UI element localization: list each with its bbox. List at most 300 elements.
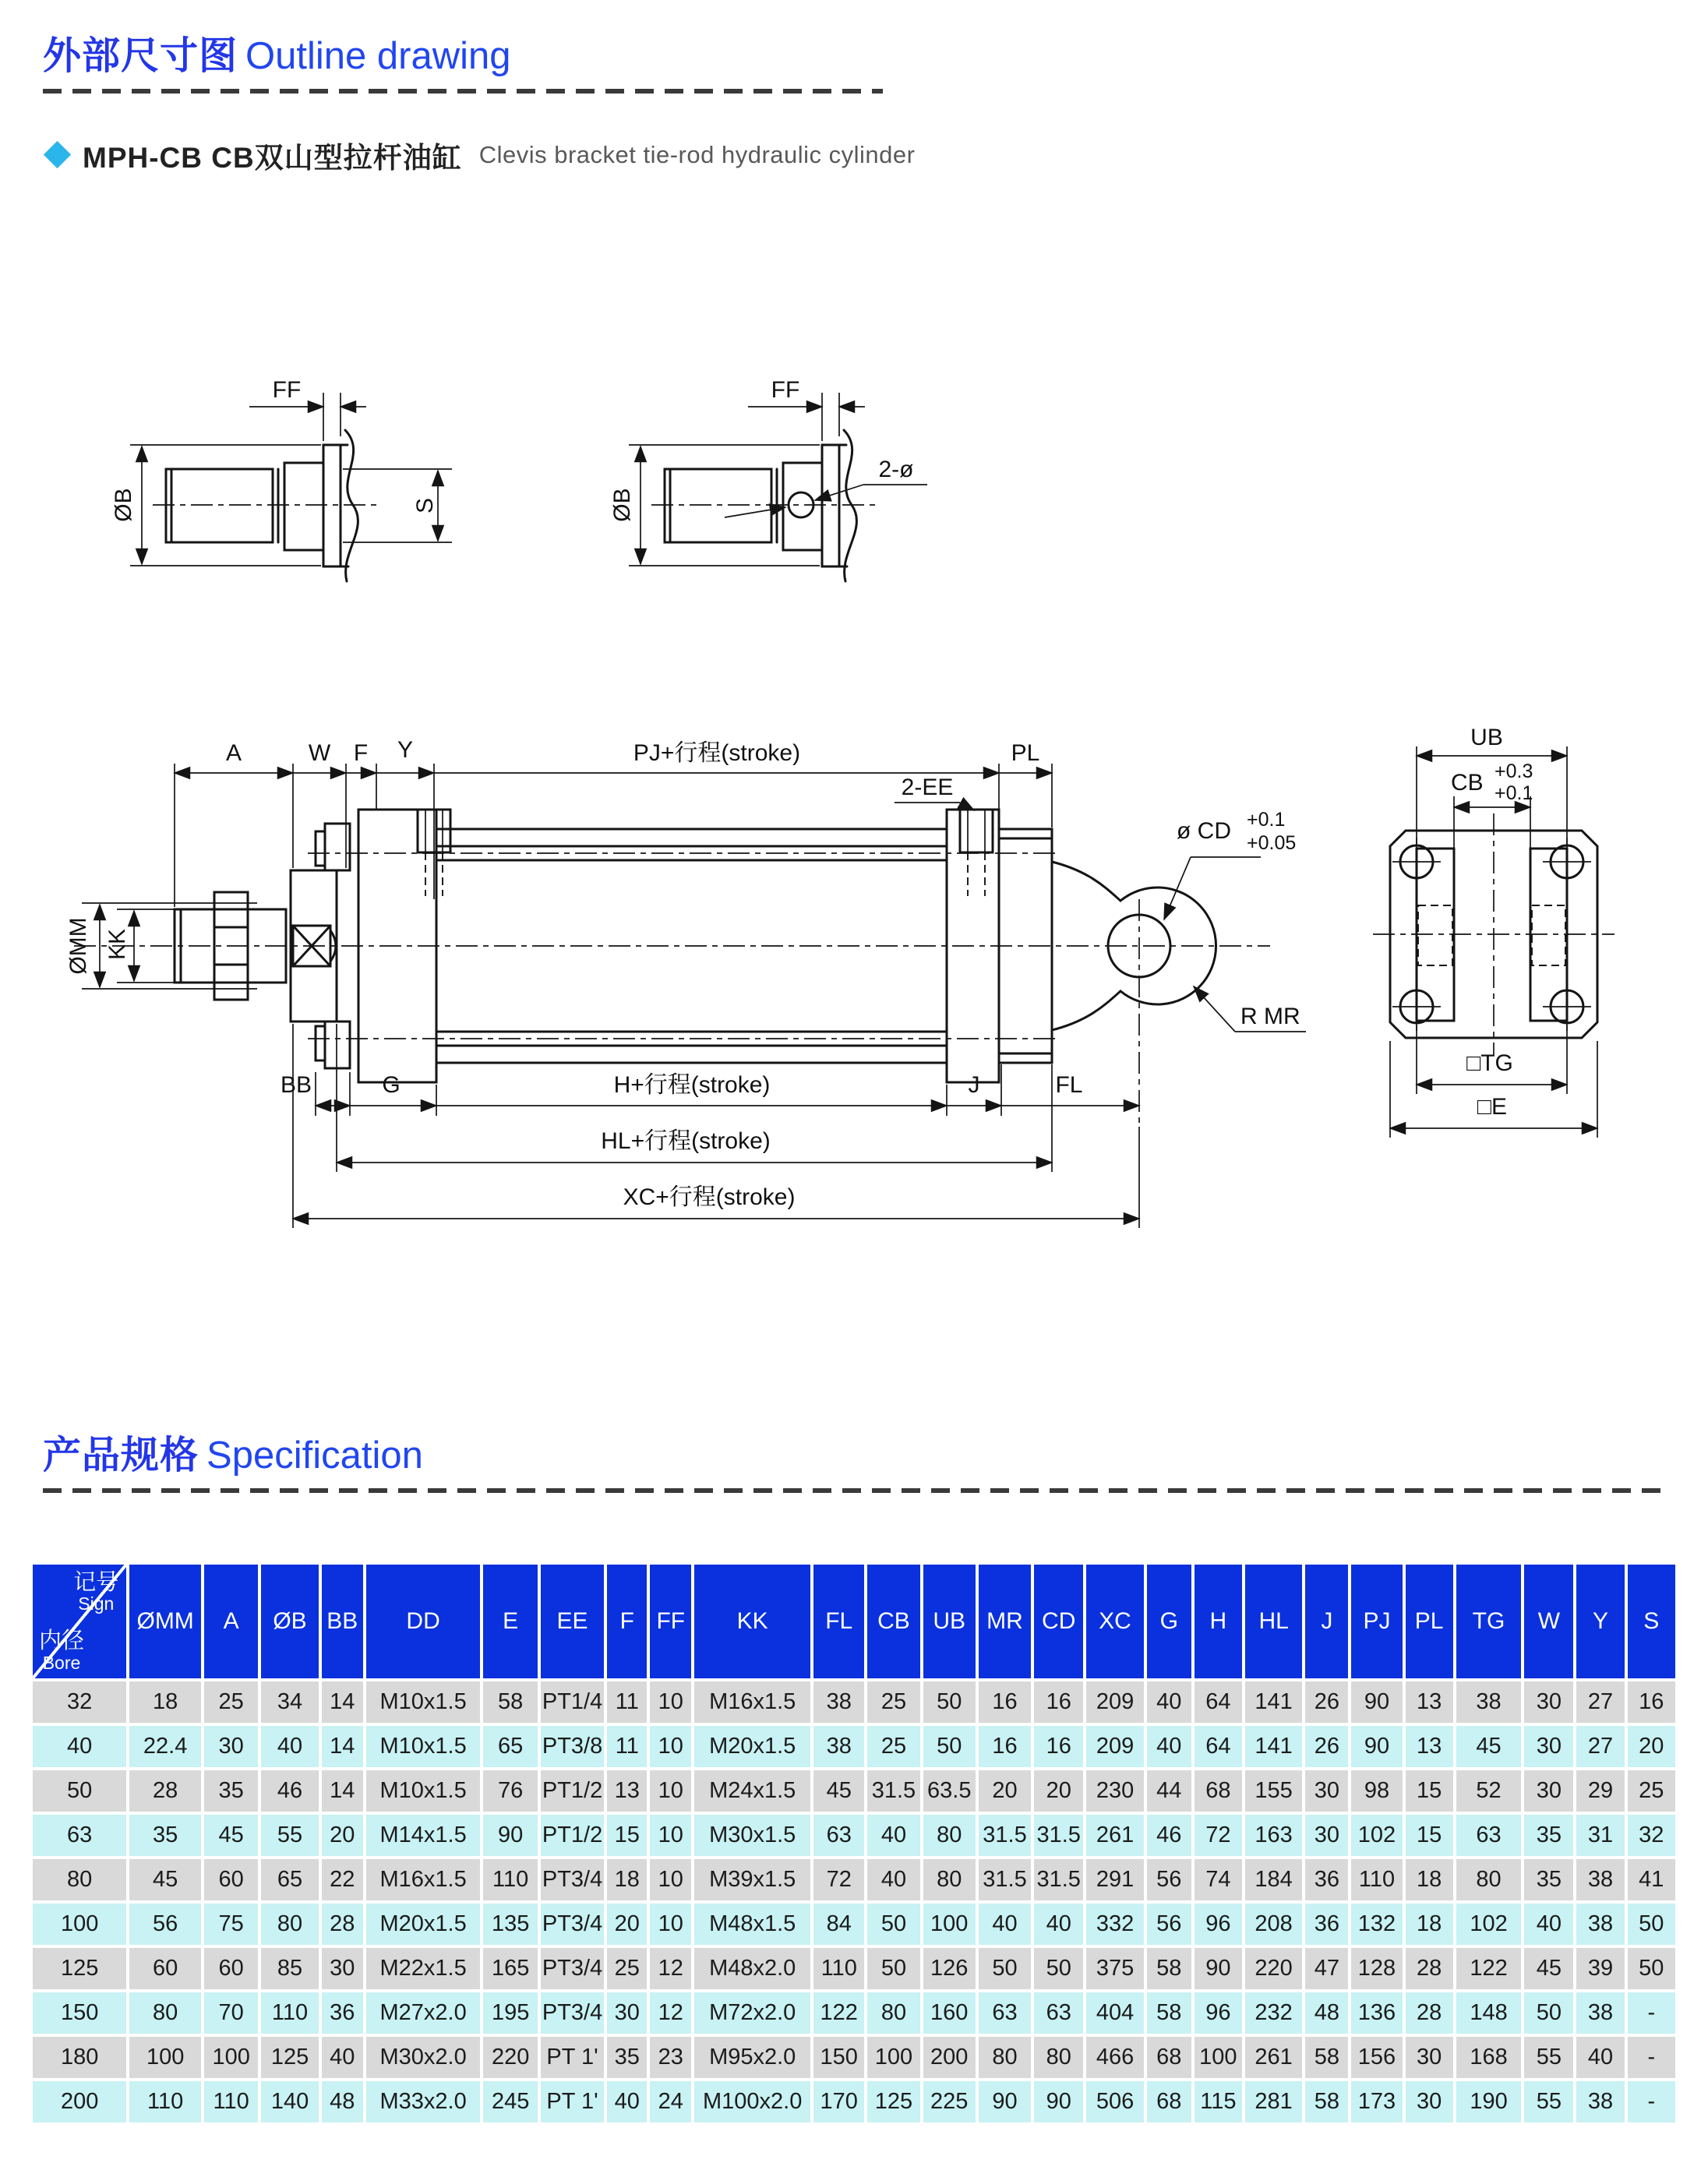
dim-label-xc: XC+行程(stroke) xyxy=(623,1184,796,1210)
value-cell: 110 xyxy=(129,2081,201,2122)
value-cell: 110 xyxy=(1351,1859,1402,1900)
value-cell: 35 xyxy=(204,1770,258,1812)
value-cell: 58 xyxy=(1147,1948,1191,1989)
value-cell: 85 xyxy=(261,1948,318,1989)
value-cell: 10 xyxy=(650,1815,691,1856)
value-cell: 90 xyxy=(1034,2081,1083,2122)
value-cell: M10x1.5 xyxy=(366,1681,481,1723)
value-cell: 84 xyxy=(813,1904,864,1945)
column-header: HL xyxy=(1245,1565,1302,1678)
value-cell: 40 xyxy=(607,2081,647,2122)
outline-drawing xyxy=(0,198,1708,1413)
dim-label-w: W xyxy=(308,740,331,766)
column-header: UB xyxy=(923,1565,976,1678)
value-cell: 58 xyxy=(1305,2081,1348,2122)
value-cell: 56 xyxy=(1147,1859,1191,1900)
table-corner-cell xyxy=(33,1565,126,1678)
value-cell: 208 xyxy=(1245,1904,1302,1945)
value-cell: 56 xyxy=(129,1904,201,1945)
value-cell: 60 xyxy=(204,1948,258,1989)
column-header: E xyxy=(483,1565,537,1678)
value-cell: 47 xyxy=(1305,1948,1348,1989)
value-cell: 24 xyxy=(650,2081,691,2122)
value-cell: 10 xyxy=(650,1859,691,1900)
value-cell: 466 xyxy=(1086,2037,1143,2078)
value-cell: PT3/4 xyxy=(541,1904,605,1945)
value-cell: 13 xyxy=(1406,1681,1453,1723)
value-cell: 90 xyxy=(1351,1681,1402,1723)
product-name-zh: MPH-CB CB双山型拉杆油缸 xyxy=(83,141,462,174)
dim-label-rmr: R MR xyxy=(1240,1004,1300,1029)
value-cell: 35 xyxy=(1524,1815,1573,1856)
column-header: J xyxy=(1305,1565,1348,1678)
spec-section-header xyxy=(0,1413,1708,1552)
value-cell: 40 xyxy=(261,1726,318,1767)
corner-bore-zh: 内径 xyxy=(39,1628,85,1654)
specification-table xyxy=(30,1561,1678,2126)
value-cell: M16x1.5 xyxy=(694,1681,810,1723)
dim-label-y: Y xyxy=(397,737,414,763)
page-title xyxy=(43,36,1708,78)
value-cell: 36 xyxy=(322,1992,363,2034)
value-cell: 30 xyxy=(204,1726,258,1767)
value-cell: M30x1.5 xyxy=(694,1815,810,1856)
value-cell: 74 xyxy=(1195,1859,1242,1900)
column-header: A xyxy=(204,1565,258,1678)
value-cell: 136 xyxy=(1351,1992,1402,2034)
value-cell: 232 xyxy=(1245,1992,1302,2034)
value-cell: 58 xyxy=(1305,2037,1348,2078)
outline-title-en: Outline drawing xyxy=(245,35,511,77)
value-cell: 29 xyxy=(1576,1770,1624,1812)
value-cell: 16 xyxy=(979,1681,1031,1723)
value-cell: 80 xyxy=(129,1992,201,2034)
value-cell: 45 xyxy=(1456,1726,1522,1767)
value-cell: 20 xyxy=(979,1770,1031,1812)
value-cell: 20 xyxy=(1034,1770,1083,1812)
value-cell: 28 xyxy=(1406,1992,1453,2034)
table-row xyxy=(33,1815,1675,1856)
dim-label-tg: □TG xyxy=(1466,1050,1513,1076)
value-cell: 36 xyxy=(1305,1859,1348,1900)
value-cell: 32 xyxy=(1628,1815,1675,1856)
value-cell: M27x2.0 xyxy=(366,1992,481,2034)
value-cell: 14 xyxy=(322,1681,363,1723)
value-cell: 15 xyxy=(1406,1815,1453,1856)
product-name-en: Clevis bracket tie-rod hydraulic cylinder xyxy=(478,140,916,168)
bore-cell: 150 xyxy=(33,1992,126,2034)
value-cell: 25 xyxy=(867,1681,919,1723)
column-header: S xyxy=(1628,1565,1675,1678)
value-cell: 80 xyxy=(979,2037,1031,2078)
value-cell: 40 xyxy=(1576,2037,1624,2078)
value-cell: 30 xyxy=(1406,2037,1453,2078)
value-cell: 40 xyxy=(1147,1726,1191,1767)
column-header: PJ xyxy=(1351,1565,1402,1678)
value-cell: 20 xyxy=(322,1815,363,1856)
value-cell: 26 xyxy=(1305,1681,1348,1723)
value-cell: 10 xyxy=(650,1904,691,1945)
rod-end-detail-left xyxy=(111,377,452,581)
value-cell: - xyxy=(1628,1992,1675,2034)
table-row xyxy=(33,1992,1675,2034)
dim-label-f: F xyxy=(353,740,369,766)
value-cell: 18 xyxy=(1406,1859,1453,1900)
value-cell: 190 xyxy=(1456,2081,1522,2122)
corner-sign-zh: 记号 xyxy=(73,1570,119,1595)
value-cell: PT3/4 xyxy=(541,1859,605,1900)
value-cell: 22 xyxy=(322,1859,363,1900)
value-cell: 110 xyxy=(483,1859,537,1900)
rod-end-detail-right xyxy=(609,377,927,581)
value-cell: 50 xyxy=(867,1904,919,1945)
value-cell: 70 xyxy=(204,1992,258,2034)
value-cell: 141 xyxy=(1245,1681,1302,1723)
dim-label-cd: ø CD xyxy=(1177,818,1231,844)
value-cell: 90 xyxy=(1195,1948,1242,1989)
dim-label-cd-upper: +0.1 xyxy=(1247,809,1286,831)
value-cell: 98 xyxy=(1351,1770,1402,1812)
dim-label-g: G xyxy=(382,1072,401,1098)
value-cell: 80 xyxy=(261,1904,318,1945)
dim-label-pl: PL xyxy=(1011,740,1040,766)
value-cell: 63 xyxy=(1456,1815,1522,1856)
value-cell: M39x1.5 xyxy=(694,1859,810,1900)
value-cell: 100 xyxy=(204,2037,258,2078)
value-cell: 80 xyxy=(1456,1859,1522,1900)
value-cell: 80 xyxy=(1034,2037,1083,2078)
bore-cell: 100 xyxy=(33,1904,126,1945)
value-cell: 40 xyxy=(1147,1681,1191,1723)
value-cell: 163 xyxy=(1245,1815,1302,1856)
value-cell: 40 xyxy=(979,1904,1031,1945)
value-cell: 50 xyxy=(923,1681,976,1723)
value-cell: 58 xyxy=(1147,1992,1191,2034)
dim-label-ob-right: ØB xyxy=(609,488,635,522)
value-cell: 50 xyxy=(979,1948,1031,1989)
value-cell: 225 xyxy=(923,2081,976,2122)
value-cell: 168 xyxy=(1456,2037,1522,2078)
table-row xyxy=(33,1859,1675,1900)
value-cell: 28 xyxy=(129,1770,201,1812)
value-cell: 44 xyxy=(1147,1770,1191,1812)
column-header: PL xyxy=(1406,1565,1453,1678)
value-cell: 332 xyxy=(1086,1904,1143,1945)
value-cell: 48 xyxy=(322,2081,363,2122)
value-cell: PT 1' xyxy=(541,2037,605,2078)
value-cell: 10 xyxy=(650,1726,691,1767)
value-cell: 90 xyxy=(1351,1726,1402,1767)
column-header: ØB xyxy=(261,1565,318,1678)
dim-label-ff: FF xyxy=(272,377,302,403)
value-cell: 31.5 xyxy=(1034,1859,1083,1900)
column-header: H xyxy=(1195,1565,1242,1678)
value-cell: PT1/2 xyxy=(541,1770,605,1812)
value-cell: 38 xyxy=(1576,1859,1624,1900)
bore-cell: 80 xyxy=(33,1859,126,1900)
value-cell: 281 xyxy=(1245,2081,1302,2122)
value-cell: 10 xyxy=(650,1681,691,1723)
value-cell: 96 xyxy=(1195,1904,1242,1945)
value-cell: 58 xyxy=(483,1681,537,1723)
value-cell: M10x1.5 xyxy=(366,1770,481,1812)
column-header: FL xyxy=(813,1565,864,1678)
value-cell: 30 xyxy=(1305,1815,1348,1856)
value-cell: 25 xyxy=(1628,1770,1675,1812)
bore-cell: 63 xyxy=(33,1815,126,1856)
value-cell: 13 xyxy=(607,1770,647,1812)
table-body xyxy=(33,1681,1675,2122)
value-cell: 25 xyxy=(867,1726,919,1767)
dim-label-two-ee: 2-EE xyxy=(901,775,954,800)
value-cell: 38 xyxy=(1576,2081,1624,2122)
value-cell: 60 xyxy=(129,1948,201,1989)
value-cell: 31.5 xyxy=(1034,1815,1083,1856)
value-cell: 50 xyxy=(1034,1948,1083,1989)
value-cell: 156 xyxy=(1351,2037,1402,2078)
value-cell: 96 xyxy=(1195,1992,1242,2034)
value-cell: 261 xyxy=(1086,1815,1143,1856)
dim-label-ub: UB xyxy=(1470,725,1503,750)
value-cell: 40 xyxy=(322,2037,363,2078)
table-row xyxy=(33,2081,1675,2122)
dashed-divider-2 xyxy=(43,1488,1668,1493)
dim-label-fl: FL xyxy=(1055,1072,1083,1098)
value-cell: 25 xyxy=(204,1681,258,1723)
value-cell: 50 xyxy=(867,1948,919,1989)
value-cell: 55 xyxy=(261,1815,318,1856)
value-cell: 68 xyxy=(1195,1770,1242,1812)
dim-label-j: J xyxy=(968,1072,980,1098)
dim-label-cb: CB xyxy=(1451,770,1484,796)
column-header: MR xyxy=(979,1565,1031,1678)
value-cell: 18 xyxy=(607,1859,647,1900)
value-cell: 22.4 xyxy=(129,1726,201,1767)
value-cell: 16 xyxy=(979,1726,1031,1767)
value-cell: PT1/4 xyxy=(541,1681,605,1723)
product-line xyxy=(43,134,1708,176)
value-cell: M48x1.5 xyxy=(694,1904,810,1945)
value-cell: 31.5 xyxy=(979,1815,1031,1856)
value-cell: 11 xyxy=(607,1726,647,1767)
value-cell: 506 xyxy=(1086,2081,1143,2122)
value-cell: 245 xyxy=(483,2081,537,2122)
value-cell: 45 xyxy=(129,1859,201,1900)
value-cell: 64 xyxy=(1195,1726,1242,1767)
column-header: XC xyxy=(1086,1565,1143,1678)
value-cell: 126 xyxy=(923,1948,976,1989)
value-cell: 38 xyxy=(1456,1681,1522,1723)
value-cell: 100 xyxy=(923,1904,976,1945)
value-cell: 11 xyxy=(607,1681,647,1723)
value-cell: 72 xyxy=(813,1859,864,1900)
spec-title-en: Specification xyxy=(206,1434,423,1477)
value-cell: 20 xyxy=(1628,1726,1675,1767)
value-cell: 35 xyxy=(607,2037,647,2078)
value-cell: - xyxy=(1628,2037,1675,2078)
column-header: W xyxy=(1524,1565,1573,1678)
value-cell: 375 xyxy=(1086,1948,1143,1989)
diamond-bullet-icon xyxy=(44,141,71,168)
value-cell: 75 xyxy=(204,1904,258,1945)
value-cell: 27 xyxy=(1576,1681,1624,1723)
value-cell: 50 xyxy=(1628,1904,1675,1945)
value-cell: 36 xyxy=(1305,1904,1348,1945)
table-row xyxy=(33,1726,1675,1767)
value-cell: 45 xyxy=(813,1770,864,1812)
value-cell: 40 xyxy=(1034,1904,1083,1945)
value-cell: 25 xyxy=(607,1948,647,1989)
value-cell: 100 xyxy=(129,2037,201,2078)
value-cell: 209 xyxy=(1086,1726,1143,1767)
value-cell: 28 xyxy=(1406,1948,1453,1989)
value-cell: 140 xyxy=(261,2081,318,2122)
value-cell: 90 xyxy=(979,2081,1031,2122)
value-cell: 102 xyxy=(1456,1904,1522,1945)
column-header: FF xyxy=(650,1565,691,1678)
value-cell: 63 xyxy=(1034,1992,1083,2034)
value-cell: 30 xyxy=(1524,1770,1573,1812)
value-cell: 30 xyxy=(1524,1726,1573,1767)
value-cell: 39 xyxy=(1576,1948,1624,1989)
value-cell: 31.5 xyxy=(979,1859,1031,1900)
value-cell: 50 xyxy=(923,1726,976,1767)
value-cell: 72 xyxy=(1195,1815,1242,1856)
value-cell: 38 xyxy=(813,1681,864,1723)
value-cell: 45 xyxy=(1524,1948,1573,1989)
value-cell: 35 xyxy=(1524,1859,1573,1900)
value-cell: 50 xyxy=(1628,1948,1675,1989)
value-cell: 55 xyxy=(1524,2081,1573,2122)
value-cell: M48x2.0 xyxy=(694,1948,810,1989)
value-cell: 195 xyxy=(483,1992,537,2034)
value-cell: 40 xyxy=(867,1859,919,1900)
value-cell: PT3/4 xyxy=(541,1948,605,1989)
column-header: CB xyxy=(867,1565,919,1678)
value-cell: 30 xyxy=(1305,1770,1348,1812)
value-cell: 35 xyxy=(129,1815,201,1856)
value-cell: 56 xyxy=(1147,1904,1191,1945)
corner-sign-en: Sign xyxy=(78,1593,115,1614)
value-cell: M33x2.0 xyxy=(366,2081,481,2122)
value-cell: 18 xyxy=(129,1681,201,1723)
dim-label-kk: KK xyxy=(104,928,130,961)
bore-cell: 200 xyxy=(33,2081,126,2122)
dim-label-cd-lower: +0.05 xyxy=(1247,832,1297,854)
value-cell: M14x1.5 xyxy=(366,1815,481,1856)
value-cell: 40 xyxy=(1524,1904,1573,1945)
column-header: CD xyxy=(1034,1565,1083,1678)
dim-label-hl: HL+行程(stroke) xyxy=(601,1128,771,1154)
column-header: G xyxy=(1147,1565,1191,1678)
value-cell: M30x2.0 xyxy=(366,2037,481,2078)
value-cell: 18 xyxy=(1406,1904,1453,1945)
column-header: TG xyxy=(1456,1565,1522,1678)
value-cell: 15 xyxy=(1406,1770,1453,1812)
spec-title xyxy=(43,1435,1708,1477)
value-cell: 261 xyxy=(1245,2037,1302,2078)
value-cell: 110 xyxy=(813,1948,864,1989)
value-cell: 34 xyxy=(261,1681,318,1723)
corner-bore-en: Bore xyxy=(42,1652,81,1673)
value-cell: PT3/4 xyxy=(541,1992,605,2034)
value-cell: 76 xyxy=(483,1770,537,1812)
value-cell: 90 xyxy=(483,1815,537,1856)
value-cell: 68 xyxy=(1147,2081,1191,2122)
value-cell: 165 xyxy=(483,1948,537,1989)
dim-label-two-dia: 2-ø xyxy=(878,457,914,482)
value-cell: 100 xyxy=(1195,2037,1242,2078)
value-cell: 52 xyxy=(1456,1770,1522,1812)
value-cell: 125 xyxy=(261,2037,318,2078)
value-cell: M10x1.5 xyxy=(366,1726,481,1767)
value-cell: 12 xyxy=(650,1948,691,1989)
dim-label-cb-upper: +0.3 xyxy=(1494,760,1533,782)
value-cell: 128 xyxy=(1351,1948,1402,1989)
value-cell: 102 xyxy=(1351,1815,1402,1856)
outline-section-header xyxy=(0,0,1708,198)
value-cell: M22x1.5 xyxy=(366,1948,481,1989)
dim-label-e: □E xyxy=(1477,1094,1508,1120)
value-cell: M95x2.0 xyxy=(694,2037,810,2078)
dim-label-bb: BB xyxy=(280,1072,312,1098)
column-header: KK xyxy=(694,1565,810,1678)
value-cell: 65 xyxy=(483,1726,537,1767)
value-cell: 38 xyxy=(1576,1904,1624,1945)
value-cell: 63 xyxy=(979,1992,1031,2034)
value-cell: 160 xyxy=(923,1992,976,2034)
column-header: F xyxy=(607,1565,647,1678)
value-cell: 80 xyxy=(867,1992,919,2034)
value-cell: 38 xyxy=(813,1726,864,1767)
value-cell: 80 xyxy=(923,1815,976,1856)
value-cell: 155 xyxy=(1245,1770,1302,1812)
value-cell: 14 xyxy=(322,1726,363,1767)
value-cell: 63 xyxy=(813,1815,864,1856)
value-cell: 100 xyxy=(867,2037,919,2078)
value-cell: 23 xyxy=(650,2037,691,2078)
value-cell: 148 xyxy=(1456,1992,1522,2034)
value-cell: PT 1' xyxy=(541,2081,605,2122)
value-cell: 48 xyxy=(1305,1992,1348,2034)
outline-title-zh: 外部尺寸图 xyxy=(43,35,238,77)
value-cell: M20x1.5 xyxy=(694,1726,810,1767)
dim-label-pj: PJ+行程(stroke) xyxy=(633,740,801,766)
value-cell: 170 xyxy=(813,2081,864,2122)
value-cell: 65 xyxy=(261,1859,318,1900)
value-cell: 28 xyxy=(322,1904,363,1945)
dashed-divider xyxy=(43,89,883,94)
value-cell: 184 xyxy=(1245,1859,1302,1900)
value-cell: 46 xyxy=(1147,1815,1191,1856)
cylinder-side-view xyxy=(65,737,1306,1228)
value-cell: M72x2.0 xyxy=(694,1992,810,2034)
value-cell: 110 xyxy=(261,1992,318,2034)
value-cell: 20 xyxy=(607,1904,647,1945)
dim-label-a: A xyxy=(225,740,242,766)
value-cell: 16 xyxy=(1034,1681,1083,1723)
value-cell: 45 xyxy=(204,1815,258,1856)
value-cell: 30 xyxy=(1524,1681,1573,1723)
spec-title-zh: 产品规格 xyxy=(43,1434,199,1477)
value-cell: 10 xyxy=(650,1770,691,1812)
value-cell: 38 xyxy=(1576,1992,1624,2034)
bore-cell: 180 xyxy=(33,2037,126,2078)
value-cell: 14 xyxy=(322,1770,363,1812)
value-cell: 30 xyxy=(1406,2081,1453,2122)
value-cell: M20x1.5 xyxy=(366,1904,481,1945)
table-row xyxy=(33,1948,1675,1989)
